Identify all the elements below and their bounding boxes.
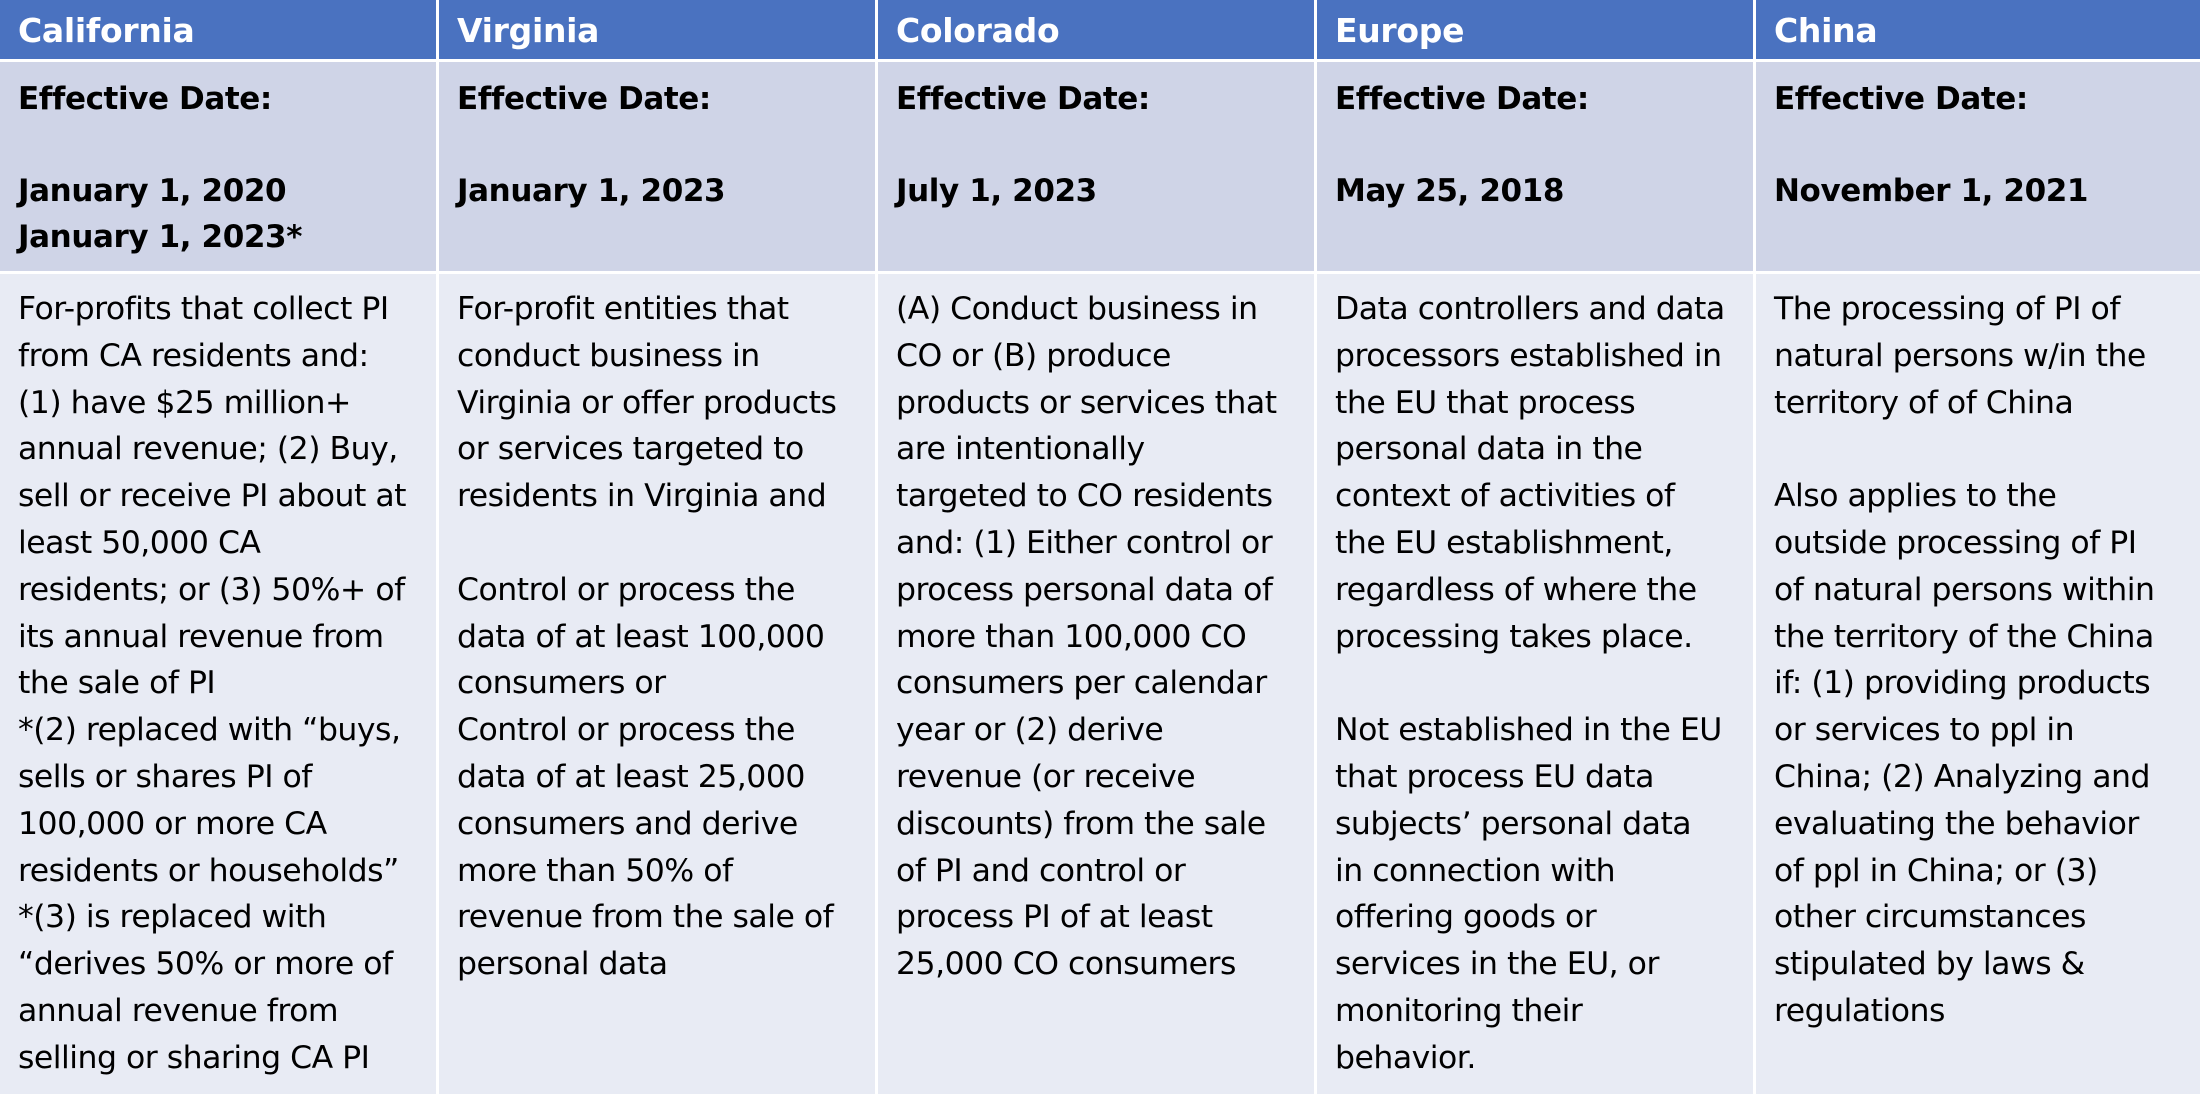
- text-line: territory of of China: [1774, 384, 2074, 421]
- text-line: of ppl in China; or (3): [1774, 852, 2098, 889]
- effective-date-label: Effective Date:: [1335, 81, 1589, 117]
- text-line: are intentionally: [896, 431, 1145, 468]
- text-line: if: (1) providing products: [1774, 665, 2151, 702]
- text-line: more than 100,000 CO: [896, 618, 1247, 655]
- text-line: targeted to CO residents: [896, 478, 1273, 515]
- text-line: from CA residents and:: [18, 337, 369, 374]
- text-line: Virginia or offer products: [457, 384, 837, 421]
- column-header-europe: Europe: [1317, 0, 1756, 62]
- text-line: products or services that: [896, 384, 1277, 421]
- text-line: data of at least 100,000: [457, 618, 825, 655]
- effective-date-value: July 1, 2023: [896, 173, 1097, 209]
- applicability-california: [0, 274, 439, 1094]
- text-line: CO or (B) produce: [896, 337, 1171, 374]
- effective-date-value: November 1, 2021: [1774, 173, 2089, 209]
- text-line: annual revenue; (2) Buy,: [18, 431, 398, 468]
- text-line: data of at least 25,000: [457, 758, 805, 795]
- text-line: The processing of PI of: [1774, 291, 2120, 327]
- text-line: (A) Conduct business in: [896, 291, 1258, 327]
- text-line: personal data in the: [1335, 431, 1643, 468]
- effective-date-label: Effective Date:: [896, 81, 1150, 117]
- text-line: 25,000 CO consumers: [896, 946, 1236, 983]
- paragraph-gap: [1774, 426, 2190, 473]
- text-line: or services targeted to: [457, 431, 804, 468]
- text-line: regulations: [1774, 992, 1945, 1029]
- text-line: Control or process the: [457, 571, 795, 608]
- effective-date-value: May 25, 2018: [1335, 173, 1565, 209]
- text-line: residents; or (3) 50%+ of: [18, 571, 405, 608]
- text-line: processors established in: [1335, 337, 1722, 374]
- text-line: least 50,000 CA: [18, 524, 261, 561]
- text-line: consumers per calendar: [896, 665, 1267, 702]
- text-line: “derives 50% or more of: [18, 946, 393, 983]
- paragraph-gap: [1335, 660, 1743, 707]
- paragraph-gap: [457, 520, 865, 567]
- text-line: year or (2) derive: [896, 712, 1164, 749]
- text-line: and: (1) Either control or: [896, 524, 1273, 561]
- text-line: 100,000 or more CA: [18, 805, 327, 842]
- effective-date-europe: [1317, 62, 1756, 274]
- text-line: discounts) from the sale: [896, 805, 1266, 842]
- effective-date-colorado: [878, 62, 1317, 274]
- text-line: more than 50% of: [457, 852, 733, 889]
- text-line: China; (2) Analyzing and: [1774, 758, 2150, 795]
- text-line: the EU establishment,: [1335, 524, 1673, 561]
- text-line: the territory of the China: [1774, 618, 2154, 655]
- text-line: *(3) is replaced with: [18, 899, 327, 936]
- effective-date-virginia: [439, 62, 878, 274]
- text-line: sell or receive PI about at: [18, 478, 407, 515]
- text-line: annual revenue from: [18, 992, 339, 1029]
- text-line: outside processing of PI: [1774, 524, 2137, 561]
- text-line: (1) have $25 million+: [18, 384, 351, 421]
- column-header-colorado: Colorado: [878, 0, 1317, 62]
- text-line: context of activities of: [1335, 478, 1675, 515]
- text-line: Also applies to the: [1774, 478, 2057, 515]
- text-line: evaluating the behavior: [1774, 805, 2139, 842]
- text-line: residents or households”: [18, 852, 399, 889]
- text-line: Control or process the: [457, 712, 795, 749]
- text-line: offering goods or: [1335, 899, 1597, 936]
- text-line: processing takes place.: [1335, 618, 1693, 655]
- column-header-california: California: [0, 0, 439, 62]
- text-line: regardless of where the: [1335, 571, 1697, 608]
- applicability-colorado: [878, 274, 1317, 1094]
- text-line: For-profit entities that: [457, 291, 789, 327]
- applicability-virginia: [439, 274, 878, 1094]
- text-line: stipulated by laws &: [1774, 946, 2085, 983]
- text-line: of natural persons within: [1774, 571, 2155, 608]
- text-line: Data controllers and data: [1335, 291, 1725, 327]
- text-line: that process EU data: [1335, 758, 1654, 795]
- text-line: revenue (or receive: [896, 758, 1196, 795]
- text-line: behavior.: [1335, 1039, 1476, 1076]
- effective-date-value: January 1, 2020: [18, 173, 287, 209]
- text-line: personal data: [457, 946, 668, 983]
- text-line: conduct business in: [457, 337, 760, 374]
- text-line: of PI and control or: [896, 852, 1186, 889]
- text-line: selling or sharing CA PI: [18, 1039, 370, 1076]
- text-line: Not established in the EU: [1335, 712, 1722, 749]
- column-header-virginia: Virginia: [439, 0, 878, 62]
- text-line: For-profits that collect PI: [18, 291, 389, 327]
- text-line: sells or shares PI of: [18, 758, 312, 795]
- text-line: natural persons w/in the: [1774, 337, 2146, 374]
- text-line: monitoring their: [1335, 992, 1583, 1029]
- applicability-china: [1756, 274, 2200, 1094]
- effective-date-california: [0, 62, 439, 274]
- text-line: process PI of at least: [896, 899, 1213, 936]
- applicability-europe: [1317, 274, 1756, 1094]
- text-line: services in the EU, or: [1335, 946, 1659, 983]
- effective-date-value: January 1, 2023: [457, 173, 726, 209]
- text-line: other circumstances: [1774, 899, 2086, 936]
- effective-date-china: [1756, 62, 2200, 274]
- effective-date-label: Effective Date:: [1774, 81, 2028, 117]
- column-header-china: China: [1756, 0, 2200, 62]
- text-line: residents in Virginia and: [457, 478, 827, 515]
- text-line: the EU that process: [1335, 384, 1636, 421]
- text-line: revenue from the sale of: [457, 899, 834, 936]
- text-line: the sale of PI: [18, 665, 216, 702]
- text-line: process personal data of: [896, 571, 1273, 608]
- effective-date-value: January 1, 2023*: [18, 219, 303, 255]
- effective-date-label: Effective Date:: [457, 81, 711, 117]
- text-line: in connection with: [1335, 852, 1616, 889]
- effective-date-label: Effective Date:: [18, 81, 272, 117]
- text-line: consumers or: [457, 665, 666, 702]
- text-line: subjects’ personal data: [1335, 805, 1692, 842]
- text-line: its annual revenue from: [18, 618, 384, 655]
- text-line: *(2) replaced with “buys,: [18, 712, 401, 749]
- text-line: consumers and derive: [457, 805, 798, 842]
- text-line: or services to ppl in: [1774, 712, 2075, 749]
